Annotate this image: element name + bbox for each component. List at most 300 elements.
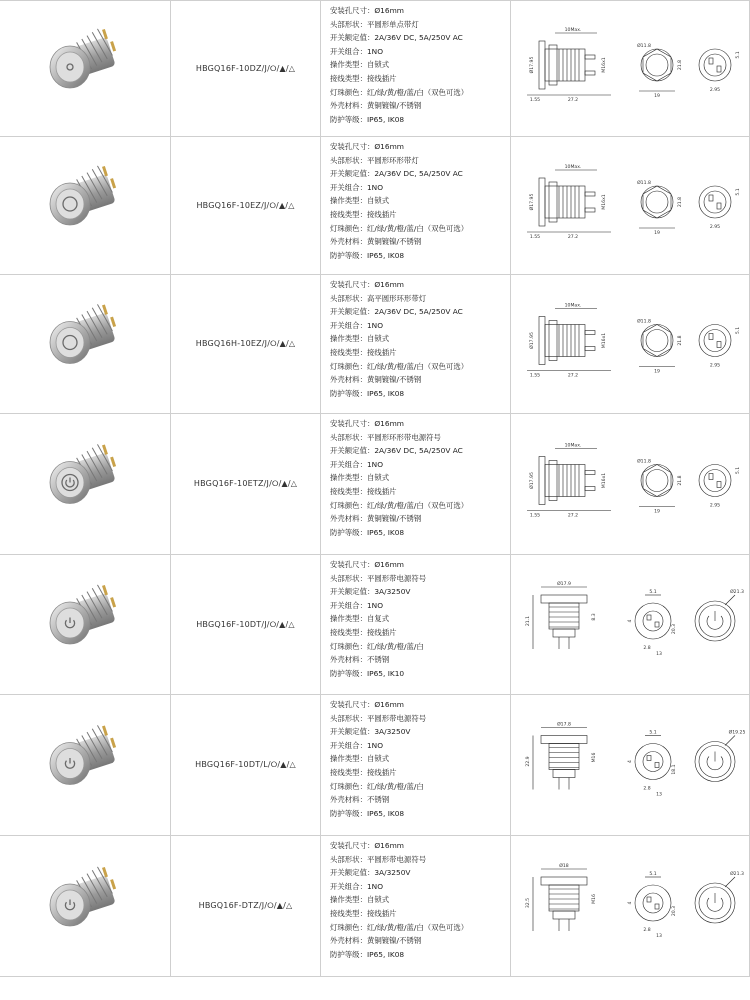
model-number: HBGQ16H-10EZ/J/⭘/▲/△ — [195, 339, 296, 348]
dimension-label: 22.9 — [526, 756, 531, 767]
spec-line-shell — [330, 512, 510, 526]
model-cell — [170, 414, 320, 554]
dimension-label: 21.8 — [678, 59, 683, 71]
spec-line-protection — [330, 113, 510, 127]
spec-label: 外壳材料： — [330, 514, 367, 524]
spec-line-terminal — [330, 485, 510, 499]
dimension-label: 5.1 — [736, 326, 741, 335]
dimension-label: Ø17.95 — [530, 332, 535, 349]
dimension-label: 2.95 — [709, 225, 721, 230]
dimension-label: 2.95 — [709, 88, 721, 93]
spec-value: 平圆形带电源符号 — [366, 713, 427, 723]
spec-value: Ø16mm — [374, 700, 404, 709]
spec-cell — [320, 1, 510, 136]
spec-line-combo — [330, 319, 510, 333]
spec-line-rating — [330, 305, 510, 319]
spec-label: 接线类型： — [330, 209, 367, 219]
spec-value: 2A/36V DC, 5A/250V AC — [374, 169, 463, 179]
dimension-label: M16x1 — [602, 194, 607, 210]
spec-line-combo — [330, 739, 510, 753]
dimension-label: 13 — [656, 652, 662, 657]
spec-line-combo — [330, 458, 510, 472]
spec-label: 防护等级： — [330, 808, 367, 818]
spec-label: 头部形状： — [330, 293, 367, 303]
spec-line-led — [330, 640, 510, 654]
spec-value: 红/绿/黄/橙/蓝/白（双色可选） — [366, 87, 469, 97]
spec-label: 操作类型： — [330, 614, 367, 624]
model-cell — [170, 137, 320, 274]
spec-label: 操作类型： — [330, 895, 367, 905]
spec-cell — [320, 695, 510, 835]
spec-line-shell — [330, 235, 510, 249]
spec-label: 接线类型： — [330, 627, 367, 637]
spec-line-rating — [330, 725, 510, 739]
spec-value: 3A/3250V — [374, 587, 411, 597]
dimension-label: Ø17.95 — [530, 193, 535, 211]
drawing-cell — [510, 836, 750, 976]
spec-label: 安装孔尺寸： — [330, 280, 375, 289]
spec-line-head — [330, 572, 510, 586]
spec-value: IP65, IK08 — [366, 388, 405, 398]
dimension-label: 13 — [656, 934, 662, 939]
spec-cell — [320, 414, 510, 554]
spec-line-shell — [330, 373, 510, 387]
spec-label: 开关组合： — [330, 46, 367, 56]
spec-value: 1NO — [366, 46, 384, 56]
spec-value: 不锈钢 — [366, 655, 390, 665]
spec-value: 1NO — [366, 320, 384, 330]
spec-line-operation — [330, 194, 510, 208]
product-row — [0, 835, 750, 977]
product-photo — [0, 137, 170, 275]
model-cell — [170, 275, 320, 413]
spec-value: 黄铜镀镍/不锈钢 — [366, 514, 422, 524]
spec-label: 防护等级： — [330, 388, 367, 398]
spec-value: 自锁式 — [366, 754, 390, 764]
spec-cell — [320, 836, 510, 976]
technical-drawing — [511, 1, 750, 137]
spec-value: 平圆形环形带灯 — [366, 155, 419, 165]
spec-label: 接线类型： — [330, 767, 367, 777]
spec-line-protection — [330, 667, 510, 681]
spec-line-terminal — [330, 72, 510, 86]
spec-label: 安装孔尺寸： — [330, 841, 375, 850]
dimension-label: Ø11.8 — [637, 44, 651, 49]
dimension-label: 19 — [654, 94, 660, 99]
dimension-label: 20.3 — [672, 623, 677, 635]
dimension-label: 21.8 — [678, 335, 683, 346]
product-row — [0, 274, 750, 413]
spec-line-head — [330, 431, 510, 445]
dimension-label: M16 — [592, 752, 597, 763]
spec-label: 安装孔尺寸： — [330, 700, 375, 709]
spec-line-head — [330, 712, 510, 726]
technical-drawing — [511, 137, 750, 275]
dimension-label: M16 — [592, 894, 597, 904]
spec-line-led — [330, 360, 510, 374]
technical-drawing — [511, 695, 750, 836]
spec-line-operation — [330, 332, 510, 346]
spec-line-shell — [330, 99, 510, 113]
technical-drawing — [511, 275, 750, 414]
spec-line-terminal — [330, 766, 510, 780]
spec-line-protection — [330, 249, 510, 263]
spec-value: 1NO — [366, 740, 384, 750]
dimension-label: 2.8 — [643, 786, 651, 792]
spec-line-head — [330, 154, 510, 168]
spec-line-combo — [330, 181, 510, 195]
dimension-label: Ø11.8 — [637, 319, 651, 325]
spec-line-hole — [330, 839, 510, 853]
dimension-label: 1.55 — [529, 373, 541, 379]
dimension-label: 2.8 — [643, 646, 651, 651]
spec-value: 1NO — [366, 600, 384, 610]
dimension-label: 1.55 — [529, 235, 541, 240]
dimension-label: 5.1 — [736, 188, 741, 196]
spec-label: 外壳材料： — [330, 101, 367, 111]
model-cell — [170, 836, 320, 976]
spec-line-rating — [330, 167, 510, 181]
spec-label: 灯珠颜色： — [330, 781, 367, 791]
model-cell — [170, 1, 320, 136]
model-number: HBGQ16F-10ETZ/J/⭘/▲/△ — [193, 479, 298, 488]
product-photo — [0, 836, 170, 978]
spec-label: 灯珠颜色： — [330, 87, 367, 97]
spec-label: 操作类型： — [330, 196, 367, 206]
product-photo — [0, 275, 170, 414]
spec-label: 防护等级： — [330, 250, 367, 260]
dimension-label: Ø17.8 — [557, 722, 571, 728]
product-row — [0, 694, 750, 835]
spec-line-operation — [330, 471, 510, 485]
spec-label: 操作类型： — [330, 334, 367, 344]
product-row — [0, 554, 750, 694]
spec-line-protection — [330, 807, 510, 821]
photo-cell — [0, 1, 170, 136]
spec-value: 自锁式 — [366, 473, 390, 483]
spec-value: IP65, IK08 — [366, 527, 405, 537]
spec-value: 3A/3250V — [374, 727, 411, 737]
spec-value: Ø16mm — [374, 142, 404, 151]
dimension-label: 5.1 — [736, 466, 741, 475]
dimension-label: Ø21.3 — [730, 590, 744, 595]
spec-label: 外壳材料： — [330, 237, 367, 247]
spec-cell — [320, 275, 510, 413]
spec-value: 平圆形单点带灯 — [366, 19, 419, 29]
spec-label: 防护等级： — [330, 114, 367, 124]
dimension-label: 8.3 — [592, 613, 597, 621]
technical-drawing — [511, 555, 750, 695]
spec-label: 开关额定值： — [330, 446, 375, 456]
spec-value: 红/绿/黄/橙/蓝/白（双色可选） — [366, 500, 469, 510]
model-cell — [170, 555, 320, 694]
spec-label: 接线类型： — [330, 347, 367, 357]
spec-label: 操作类型： — [330, 60, 367, 70]
spec-label: 头部形状： — [330, 713, 367, 723]
drawing-cell — [510, 275, 750, 413]
spec-cell — [320, 137, 510, 274]
spec-line-hole — [330, 698, 510, 712]
dimension-label: 4 — [628, 901, 633, 905]
dimension-label: Ø17.95 — [530, 56, 535, 74]
spec-line-hole — [330, 417, 510, 431]
spec-line-combo — [330, 880, 510, 894]
product-photo — [0, 555, 170, 695]
spec-value: 平圆形环形带电源符号 — [366, 432, 441, 442]
drawing-cell — [510, 695, 750, 835]
spec-label: 防护等级： — [330, 668, 367, 678]
dimension-label: 21.1 — [526, 615, 531, 627]
spec-label: 开关组合： — [330, 182, 367, 192]
spec-value: 2A/36V DC, 5A/250V AC — [374, 33, 463, 43]
spec-value: 自锁式 — [366, 196, 390, 206]
dimension-label: 5.1 — [649, 730, 657, 736]
spec-line-terminal — [330, 346, 510, 360]
dimension-label: 4 — [628, 760, 633, 763]
spec-value: Ø16mm — [374, 419, 404, 428]
spec-value: 接线插片 — [366, 627, 397, 637]
spec-value: 红/绿/黄/橙/蓝/白（双色可选） — [366, 361, 469, 371]
spec-line-terminal — [330, 907, 510, 921]
dimension-label: 4 — [628, 619, 633, 623]
drawing-cell — [510, 555, 750, 694]
spec-line-head — [330, 853, 510, 867]
dimension-label: 19 — [654, 369, 660, 375]
drawing-cell — [510, 137, 750, 274]
spec-value: 黄铜镀镍/不锈钢 — [366, 101, 422, 111]
spec-label: 外壳材料： — [330, 375, 367, 385]
dimension-label: M16x1 — [602, 472, 607, 489]
spec-label: 开关额定值： — [330, 727, 375, 737]
spec-value: 接线插片 — [366, 486, 397, 496]
dimension-label: 20.3 — [672, 905, 677, 917]
photo-cell — [0, 695, 170, 835]
model-number: HBGQ16F-10DZ/J/⭘/▲/△ — [195, 63, 296, 73]
spec-label: 开关额定值： — [330, 169, 375, 179]
dimension-label: Ø18 — [559, 864, 569, 869]
spec-line-protection — [330, 526, 510, 540]
dimension-label: 32.5 — [526, 897, 531, 909]
dimension-label: 21.8 — [678, 196, 683, 208]
spec-line-combo — [330, 45, 510, 59]
spec-label: 灯珠颜色： — [330, 361, 367, 371]
spec-line-shell — [330, 653, 510, 667]
spec-value: 接线插片 — [366, 767, 397, 777]
dimension-label: 19 — [654, 231, 660, 236]
dimension-label: 10Max. — [564, 443, 582, 449]
spec-line-led — [330, 921, 510, 935]
spec-value: IP65, IK08 — [366, 808, 405, 818]
spec-line-rating — [330, 585, 510, 599]
spec-line-protection — [330, 387, 510, 401]
spec-label: 接线类型： — [330, 73, 367, 83]
spec-value: 1NO — [366, 459, 384, 469]
spec-line-led — [330, 222, 510, 236]
dimension-label: 27.2 — [567, 235, 579, 240]
spec-label: 接线类型： — [330, 908, 367, 918]
dimension-label: 5.1 — [736, 51, 741, 59]
dimension-label: 5.1 — [649, 590, 657, 595]
dimension-label: 5.1 — [649, 872, 657, 877]
spec-value: IP65, IK10 — [366, 668, 405, 678]
spec-value: 自锁式 — [366, 895, 390, 905]
dimension-label: 27.2 — [567, 513, 579, 519]
spec-value: 1NO — [366, 182, 384, 192]
spec-label: 灯珠颜色： — [330, 922, 367, 932]
dimension-label: 2.95 — [709, 363, 721, 369]
spec-line-rating — [330, 444, 510, 458]
spec-value: 自复式 — [366, 614, 390, 624]
photo-cell — [0, 836, 170, 976]
drawing-cell — [510, 1, 750, 136]
dimension-label: M16x1 — [602, 57, 607, 73]
spec-value: 3A/3250V — [374, 868, 411, 878]
spec-line-rating — [330, 866, 510, 880]
spec-value: 2A/36V DC, 5A/250V AC — [374, 307, 463, 317]
spec-value: 平圆形带电源符号 — [366, 854, 427, 864]
spec-label: 开关组合： — [330, 600, 367, 610]
model-number: HBGQ16F-DTZ/J/⭘/▲/△ — [198, 901, 293, 910]
spec-label: 头部形状： — [330, 573, 367, 583]
spec-line-operation — [330, 612, 510, 626]
spec-line-operation — [330, 893, 510, 907]
spec-value: IP65, IK08 — [366, 949, 405, 959]
spec-label: 灯珠颜色： — [330, 500, 367, 510]
spec-label: 开关组合： — [330, 740, 367, 750]
spec-value: 不锈钢 — [366, 795, 390, 805]
spec-line-shell — [330, 793, 510, 807]
spec-line-operation — [330, 58, 510, 72]
technical-drawing — [511, 836, 750, 978]
spec-label: 外壳材料： — [330, 655, 367, 665]
dimension-label: 27.2 — [567, 373, 579, 379]
spec-line-head — [330, 18, 510, 32]
dimension-label: Ø21.3 — [730, 872, 744, 877]
spec-label: 头部形状： — [330, 155, 367, 165]
dimension-label: Ø17.95 — [530, 472, 535, 489]
spec-label: 外壳材料： — [330, 795, 367, 805]
spec-label: 接线类型： — [330, 486, 367, 496]
spec-value: 自锁式 — [366, 334, 390, 344]
spec-value: 黄铜镀镍/不锈钢 — [366, 936, 422, 946]
spec-value: 接线插片 — [366, 73, 397, 83]
model-number: HBGQ16F-10EZ/J/⭘/▲/△ — [196, 200, 295, 210]
spec-value: 接线插片 — [366, 908, 397, 918]
spec-line-protection — [330, 948, 510, 962]
dimension-label: 10Max. — [564, 28, 582, 33]
dimension-label: 1.55 — [529, 513, 541, 519]
product-photo — [0, 1, 170, 137]
spec-line-hole — [330, 558, 510, 572]
spec-value: 红/绿/黄/橙/蓝/白（双色可选） — [366, 922, 469, 932]
dimension-label: 10Max. — [564, 165, 582, 170]
dimension-label: 1.55 — [529, 98, 541, 103]
spec-value: 黄铜镀镍/不锈钢 — [366, 237, 422, 247]
dimension-label: 27.2 — [567, 98, 579, 103]
product-row — [0, 136, 750, 274]
spec-line-head — [330, 292, 510, 306]
spec-line-terminal — [330, 626, 510, 640]
photo-cell — [0, 275, 170, 413]
spec-value: 自锁式 — [366, 60, 390, 70]
spec-value: 1NO — [366, 881, 384, 891]
dimension-label: 21.8 — [678, 475, 683, 486]
spec-label: 防护等级： — [330, 949, 367, 959]
spec-value: 2A/36V DC, 5A/250V AC — [374, 446, 463, 456]
model-cell — [170, 695, 320, 835]
spec-label: 防护等级： — [330, 527, 367, 537]
spec-label: 外壳材料： — [330, 936, 367, 946]
model-number: HBGQ16F-10DT/J/⭘/▲/△ — [196, 619, 295, 629]
spec-value: 黄铜镀镍/不锈钢 — [366, 375, 422, 385]
spec-value: 红/绿/黄/橙/蓝/白（双色可选） — [366, 223, 469, 233]
dimension-label: Ø19.25 — [728, 730, 746, 736]
spec-line-rating — [330, 31, 510, 45]
spec-label: 开关组合： — [330, 320, 367, 330]
dimension-label: 2.8 — [643, 928, 651, 933]
spec-value: 接线插片 — [366, 347, 397, 357]
technical-drawing — [511, 414, 750, 555]
product-row — [0, 0, 750, 136]
spec-line-operation — [330, 752, 510, 766]
spec-label: 开关额定值： — [330, 307, 375, 317]
spec-label: 操作类型： — [330, 754, 367, 764]
dimension-label: Ø11.8 — [637, 181, 651, 186]
spec-value: 平圆形带电源符号 — [366, 573, 427, 583]
spec-label: 头部形状： — [330, 19, 367, 29]
product-photo — [0, 695, 170, 836]
spec-label: 安装孔尺寸： — [330, 560, 375, 569]
spec-value: Ø16mm — [374, 6, 404, 15]
spec-label: 头部形状： — [330, 854, 367, 864]
spec-line-shell — [330, 934, 510, 948]
spec-value: 红/绿/黄/橙/蓝/白 — [366, 641, 424, 651]
spec-line-led — [330, 499, 510, 513]
spec-line-led — [330, 86, 510, 100]
spec-label: 开关额定值： — [330, 587, 375, 597]
dimension-label: Ø11.8 — [637, 459, 651, 465]
dimension-label: 19 — [654, 509, 660, 515]
spec-value: IP65, IK08 — [366, 114, 405, 124]
dimension-label: 10Max. — [564, 303, 582, 309]
dimension-label: 2.95 — [709, 503, 721, 509]
spec-line-hole — [330, 140, 510, 154]
dimension-label: M16x1 — [602, 332, 607, 349]
spec-value: 红/绿/黄/橙/蓝/白 — [366, 781, 424, 791]
spec-label: 安装孔尺寸： — [330, 142, 375, 151]
spec-label: 开关组合： — [330, 459, 367, 469]
model-number: HBGQ16F-10DT/L/⭘/▲/△ — [195, 760, 296, 769]
spec-line-terminal — [330, 208, 510, 222]
spec-line-hole — [330, 4, 510, 18]
spec-label: 开关额定值： — [330, 33, 375, 43]
spec-label: 操作类型： — [330, 473, 367, 483]
product-photo — [0, 414, 170, 555]
spec-label: 安装孔尺寸： — [330, 419, 375, 428]
dimension-label: Ø17.9 — [557, 582, 571, 587]
spec-value: 高平圆形环形带灯 — [366, 293, 427, 303]
spec-cell — [320, 555, 510, 694]
spec-value: IP65, IK08 — [366, 250, 405, 260]
photo-cell — [0, 137, 170, 274]
spec-label: 头部形状： — [330, 432, 367, 442]
spec-line-led — [330, 780, 510, 794]
spec-label: 灯珠颜色： — [330, 641, 367, 651]
photo-cell — [0, 414, 170, 554]
product-row — [0, 413, 750, 554]
spec-line-hole — [330, 278, 510, 292]
spec-value: Ø16mm — [374, 841, 404, 850]
